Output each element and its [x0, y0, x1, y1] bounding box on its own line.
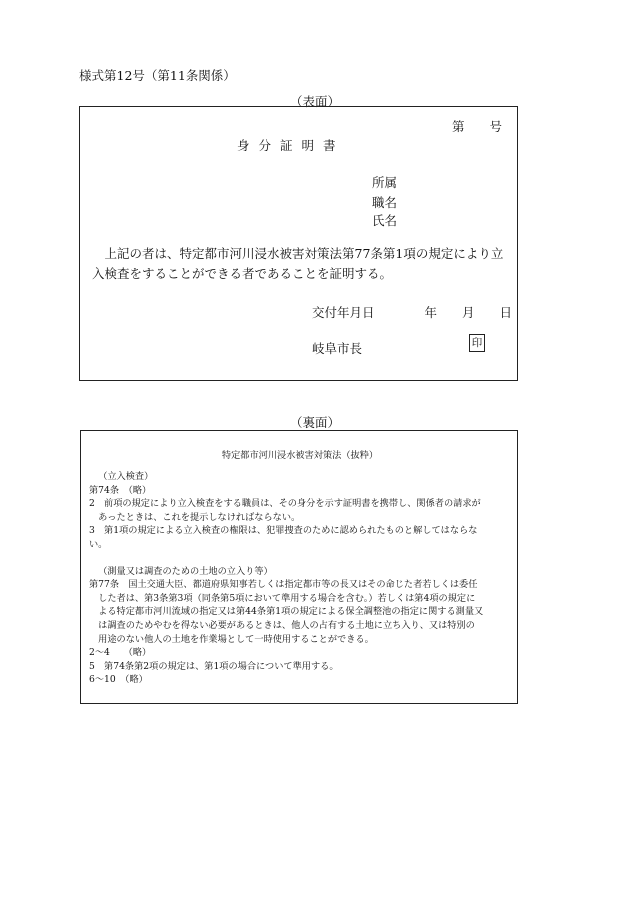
law-line: 3 第1項の規定による立入検査の権限は、犯罪捜査のために認められたものと解してはならな [89, 525, 478, 537]
law-line: 2 前項の規定により立入検査をする職員は、その身分を示す証明書を携帯し、関係者の請求が [89, 498, 481, 510]
id-card-front [79, 106, 518, 381]
law-line: は調査のためやむを得ない必要があるときは、他人の占有する土地に立ち入り、又は特別の [89, 619, 475, 631]
law-line: 6〜10 （略） [89, 674, 148, 686]
law-excerpt-title: 特定都市河川浸水被害対策法（抜粋） [221, 450, 379, 461]
front-side-label: （表面） [289, 94, 340, 109]
law-line: （測量又は調査のための土地の立入り等） [98, 565, 273, 577]
law-line: した者は、第3条第3項（同条第5項において準用する場合を含む。）若しくは第4項の規定に [89, 592, 476, 604]
field-name: 氏名 [372, 213, 398, 228]
paragraph-gap [89, 552, 516, 565]
document-title: 身分証明書 [237, 138, 345, 153]
law-line: 第77条 国土交通大臣、都道府県知事若しくは指定都市等の長又はその命じた者若しくは委任 [89, 579, 478, 591]
law-line: （立入検査） [98, 471, 154, 482]
law-line: 2〜4 （略） [89, 647, 152, 659]
back-side-label: （裏面） [289, 415, 340, 430]
law-line: 第74条 （略） [89, 484, 152, 496]
certification-statement: 上記の者は、特定都市河川浸水被害対策法第77条第1項の規定により立入検査をすることができる者であることを証明する。 [92, 246, 504, 281]
card-number-label: 第 号 [452, 119, 503, 134]
id-card-back [80, 430, 518, 704]
law-excerpt-body [89, 470, 516, 687]
seal-text: 印 [471, 337, 483, 349]
law-line: あったときは、これを提示しなければならない。 [89, 511, 301, 523]
law-line: 用途のない他人の土地を作業場として一時使用することができる。 [89, 633, 374, 645]
form-number-label: 様式第12号（第11条関係） [79, 68, 236, 83]
issuer-mayor: 岐阜市長 [312, 341, 363, 356]
law-line: よる特定都市河川流域の指定又は第44条第1項の規定による保全調整池の指定に関する測量又 [89, 606, 484, 618]
law-line: 5 第74条第2項の規定は、第1項の場合について準用する。 [89, 660, 339, 672]
field-job-title: 職名 [372, 195, 398, 210]
seal-mark [469, 334, 485, 352]
field-affiliation: 所属 [372, 175, 398, 190]
issue-date: 交付年月日 年 月 日 [312, 305, 513, 320]
law-line: い。 [89, 538, 108, 550]
